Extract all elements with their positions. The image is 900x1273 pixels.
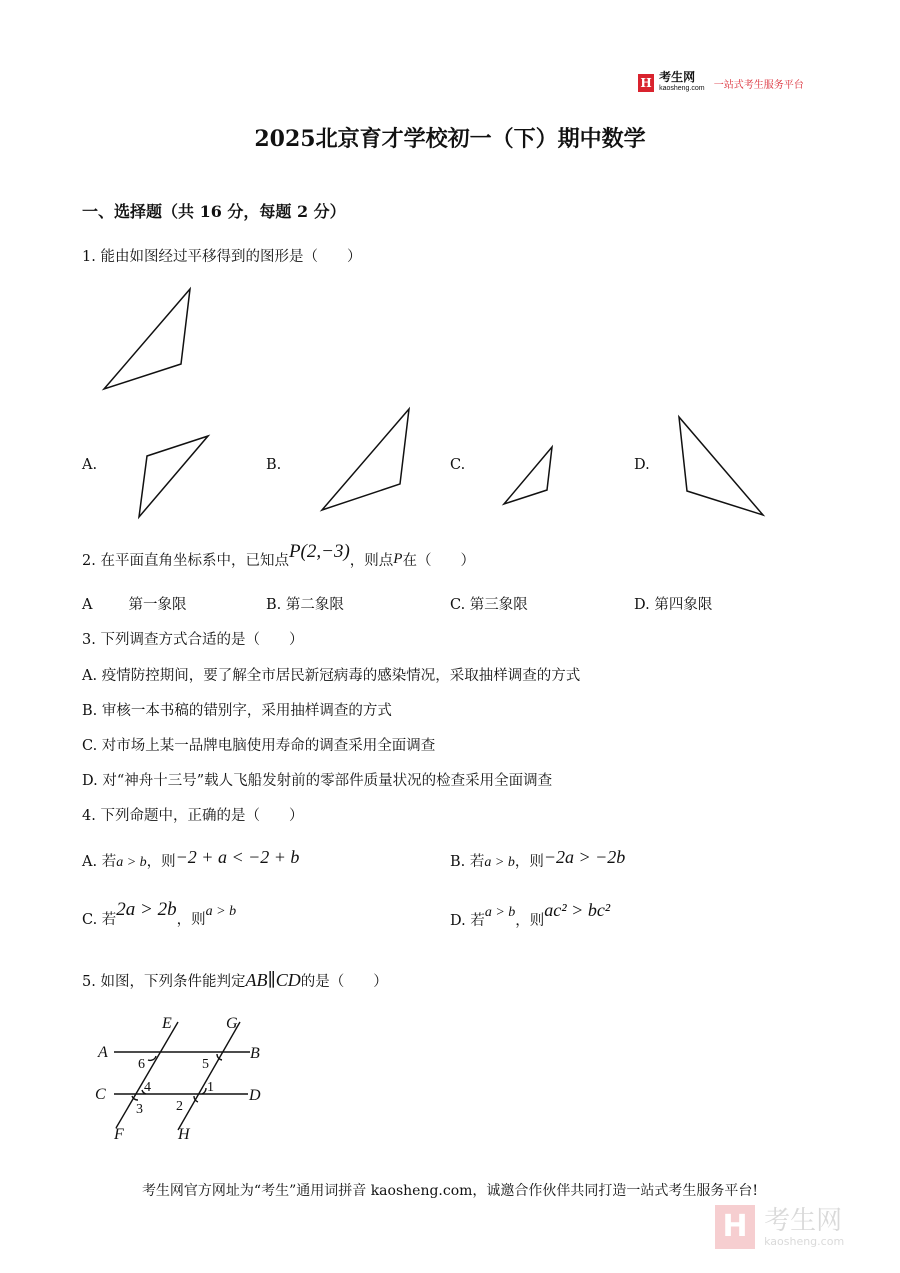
q3-option-b: B. 审核一本书稿的错别字，采用抽样调查的方式 [82,703,392,719]
angle-4: 4 [144,1080,151,1095]
q3-option-c: C. 对市场上某一品牌电脑使用寿命的调查采用全面调查 [82,738,436,754]
q1-option-d-label: D. [634,457,650,473]
angle-6: 6 [138,1057,145,1072]
q2-option-b: B. 第二象限 [266,597,344,613]
watermark-logo-icon: H [715,1205,755,1249]
label-g: G [226,1015,238,1032]
angle-3: 3 [136,1102,143,1117]
page-title: 2025北京育才学校初一（下）期中数学 [254,126,646,152]
label-b: B [250,1045,260,1062]
q1-option-b-figure [315,400,420,518]
q4-option-d: D. 若a > b，则ac² > bc² [450,900,611,929]
ab-parallel-cd: AB∥CD [245,970,301,990]
q3-stem: 3. 下列调查方式合适的是（ ） [82,632,304,648]
label-e: E [162,1015,172,1032]
label-d: D [249,1087,261,1104]
arc-1 [202,1088,206,1094]
q4-option-c: C. 若2a > 2b，则a > b [82,899,237,928]
q2-option-c: C. 第三象限 [450,597,528,613]
q4-option-a: A. 若a > b，则−2 + a < −2 + b [82,847,300,870]
footer-text: 考生网官方网址为“考生”通用词拼音 kaosheng.com，诚邀合作伙伴共同打造一站式考生服务平台! [141,1183,759,1199]
q2-option-a: A 第一象限 [82,597,187,613]
q1-option-c-figure [497,440,562,510]
label-h: H [178,1126,190,1143]
q1-option-d-figure [670,408,770,520]
watermark [715,1205,885,1255]
triangle-c [504,447,552,504]
line-gh [178,1022,240,1130]
angle-2: 2 [176,1099,183,1114]
angle-1: 1 [207,1080,214,1095]
q3-option-d: D. 对“神舟十三号”载人飞船发射前的零部件质量状况的检查采用全面调查 [82,773,553,789]
triangle-b [322,409,409,510]
q3-option-a: A. 疫情防控期间，要了解全市居民新冠病毒的感染情况，采取抽样调查的方式 [82,668,581,684]
q2-option-d: D. 第四象限 [634,597,713,613]
label-a: A [98,1044,108,1061]
logo-icon: H [638,74,654,92]
q1-option-b-label: B. [266,457,282,473]
watermark-domain: kaosheng.com [764,1235,845,1248]
q1-figure [95,282,205,397]
arc-6 [148,1056,156,1060]
q1-option-a-figure [130,428,220,523]
logo-tagline: 一站式考生服务平台 [713,79,804,91]
q1-option-c-label: C. [450,457,466,473]
label-f: F [114,1126,124,1143]
line-ef [116,1022,178,1128]
triangle-a [139,436,208,517]
q1-stem: 1. 能由如图经过平移得到的图形是（ ） [82,249,362,265]
q2-stem: 2. 在平面直角坐标系中，已知点P(2,−3)，则点P在（ ） [82,541,475,569]
point-p-coords: P(2,−3) [288,541,350,562]
var-p: P [393,551,403,567]
q4-option-b: B. 若a > b，则−2a > −2b [450,847,626,870]
original-triangle [104,289,190,389]
watermark-name: 考生网 [764,1206,843,1236]
q4-stem: 4. 下列命题中，正确的是（ ） [82,808,304,824]
section-heading: 一、选择题（共 16 分，每题 2 分） [82,202,346,221]
q5-figure [90,1010,280,1145]
q1-option-a-label: A. [82,457,98,473]
header-logo [638,72,808,94]
q5-stem: 5. 如图，下列条件能判定AB∥CD的是（ ） [82,970,388,990]
triangle-d [679,417,763,515]
label-c: C [95,1086,106,1103]
logo-domain: kaosheng.com [659,85,705,92]
logo-name: 考生网 [659,70,696,84]
angle-5: 5 [202,1057,209,1072]
